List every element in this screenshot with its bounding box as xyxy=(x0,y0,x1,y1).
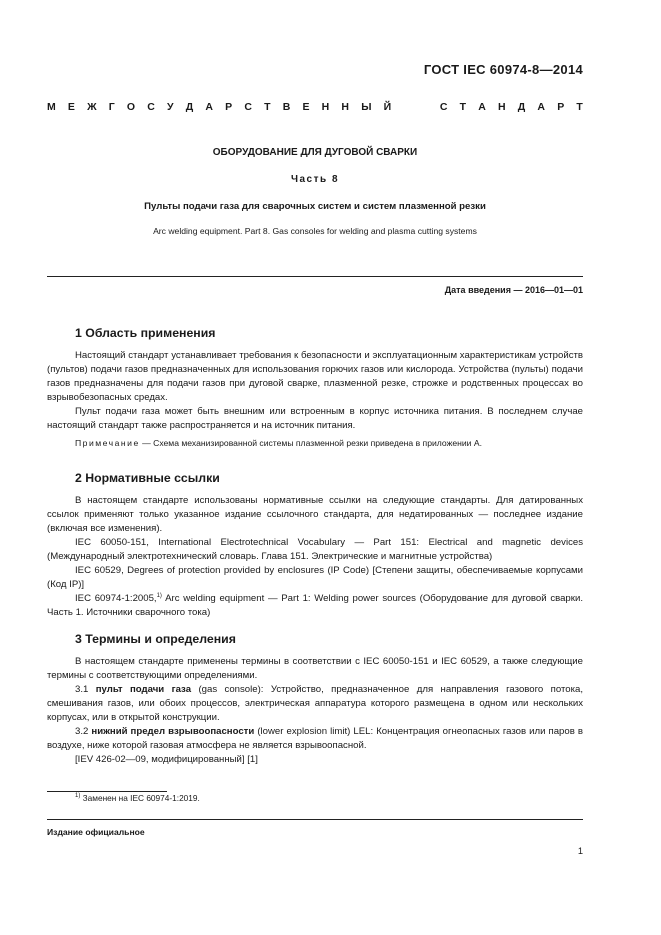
banner-letter: Р xyxy=(225,101,233,113)
section-heading: 3 Термины и определения xyxy=(75,632,236,646)
banner-letter: А xyxy=(478,101,486,113)
banner-letter: А xyxy=(205,101,213,113)
paragraph: В настоящем стандарте применены термины в соответствии с IEC 60050-151 и IEC 60529, а также следующие термины с соответствующими определениями. xyxy=(47,656,583,681)
footnote-mark: 1) xyxy=(75,793,81,800)
banner-letter: Г xyxy=(108,101,115,113)
title-part: Часть 8 xyxy=(290,174,340,185)
introduction-date: Дата введения — 2016—01—01 xyxy=(444,285,583,295)
title-subtitle: Пульты подачи газа для сварочных систем и систем плазменной резки xyxy=(144,201,486,212)
footnote-ref: 1) xyxy=(156,592,162,599)
note-label: Примечание xyxy=(75,438,140,448)
paragraph: В настоящем стандарте использованы нормативные ссылки на следующие стандарты. Для датированных ссылок применяют только указанное издание ссылочного стандарта, для недатированных — последнее издание (включая все изменения). xyxy=(47,495,583,534)
paragraph: Пульт подачи газа может быть внешним или встроенным в корпус источника питания. В последнем случае настоящий стандарт также распространяется и на источник питания. xyxy=(47,406,583,431)
banner-letter: В xyxy=(282,101,291,113)
banner-letter: М xyxy=(47,101,56,113)
banner-letter: У xyxy=(167,101,174,113)
reference-item: IEC 60050-151, International Electrotechnical Vocabulary — Part 151: Electrical and magnetic devices (Международный электротехнический словарь. Глава 151. Электрические и магнитные устройства) xyxy=(47,537,583,562)
title-english: Arc welding equipment. Part 8. Gas consoles for welding and plasma cutting systems xyxy=(153,226,477,236)
banner-letter: А xyxy=(537,101,546,113)
reference-title: Arc welding equipment — Part 1: Welding power sources (Оборудование для дуговой сварки. Часть 1. Источники сварочного тока) xyxy=(47,593,583,618)
reference-code: IEC 60974-1:2005, xyxy=(75,593,157,604)
footnote xyxy=(75,793,200,803)
banner-letter: Т xyxy=(576,101,583,113)
definition: (gas console): Устройство, предназначенное для направления газового потока, смешивания газов, или обоих процессов, электрическая аппаратура которого размещена в одном или нескольких корпусах, или в открытой конструкции. xyxy=(47,684,583,723)
banner-letter: Й xyxy=(383,101,392,113)
title-main: ОБОРУДОВАНИЕ ДЛЯ ДУГОВОЙ СВАРКИ xyxy=(212,147,418,158)
section-heading: 1 Область применения xyxy=(75,326,216,340)
banner-letter: Д xyxy=(185,101,194,113)
page-number: 1 xyxy=(577,846,583,856)
banner-letter: С xyxy=(147,101,155,113)
banner-letter: Е xyxy=(67,101,75,113)
banner-letter: Н xyxy=(341,101,350,113)
reference-item: IEC 60529, Degrees of protection provided by enclosures (IP Code) [Степени защиты, обеспечиваемые корпусами (Код IP)] xyxy=(47,565,583,590)
term: нижний предел взрывоопасности xyxy=(91,726,255,737)
document-number: ГОСТ IEC 60974-8—2014 xyxy=(423,62,583,77)
reference-item xyxy=(47,592,583,620)
banner-letter: Р xyxy=(557,101,565,113)
term-number: 3.1 xyxy=(75,684,96,695)
section-normative-references xyxy=(47,471,583,620)
term-source: [IEV 426-02—09, модифицированный] [1] xyxy=(75,754,258,765)
banner-letter: Е xyxy=(302,101,310,113)
official-edition-label: Издание официальное xyxy=(47,827,145,837)
header-divider xyxy=(47,276,583,277)
term: пульт подачи газа xyxy=(95,684,192,695)
footnote-divider xyxy=(47,791,167,792)
term-definition xyxy=(47,725,583,753)
banner-letter: Н xyxy=(498,101,506,113)
banner-letter: Т xyxy=(264,101,271,113)
banner-letter: Н xyxy=(321,101,330,113)
footer-divider xyxy=(47,819,583,820)
definition: (lower explosion limit) LEL: Концентрация огнеопасных газов или паров в воздухе, ниже которой газовая атмосфера не является взрывоопасной. xyxy=(47,726,583,751)
banner-letter: Т xyxy=(459,101,467,113)
banner-letter: Ы xyxy=(361,101,372,113)
banner-letter: Ж xyxy=(87,101,97,113)
banner-letter: О xyxy=(126,101,136,113)
term-number: 3.2 xyxy=(75,726,92,737)
note xyxy=(47,436,583,450)
section-scope xyxy=(47,326,583,450)
banner-letter: Д xyxy=(517,101,526,113)
footnote-text: Заменен на IEC 60974-1:2019. xyxy=(80,793,200,803)
banner-letter: С xyxy=(244,101,252,113)
term-definition xyxy=(47,683,583,725)
section-heading: 2 Нормативные ссылки xyxy=(75,471,220,485)
section-terms-definitions xyxy=(47,632,583,767)
interstate-standard-banner xyxy=(47,101,583,113)
banner-letter: С xyxy=(439,101,448,113)
note-text: — Схема механизированной системы плазменной резки приведена в приложении А. xyxy=(139,438,482,448)
paragraph: Настоящий стандарт устанавливает требования к безопасности и эксплуатационным характеристикам устройств (пультов) подачи газов предназначенных для использования горючих газов или кислорода. Устройства (пульты) подачи газов предназначены для подачи газов при дуговой сварке, плазменной резке, строжке и родственных процессах во взрывобезопасных средах. xyxy=(47,350,583,403)
